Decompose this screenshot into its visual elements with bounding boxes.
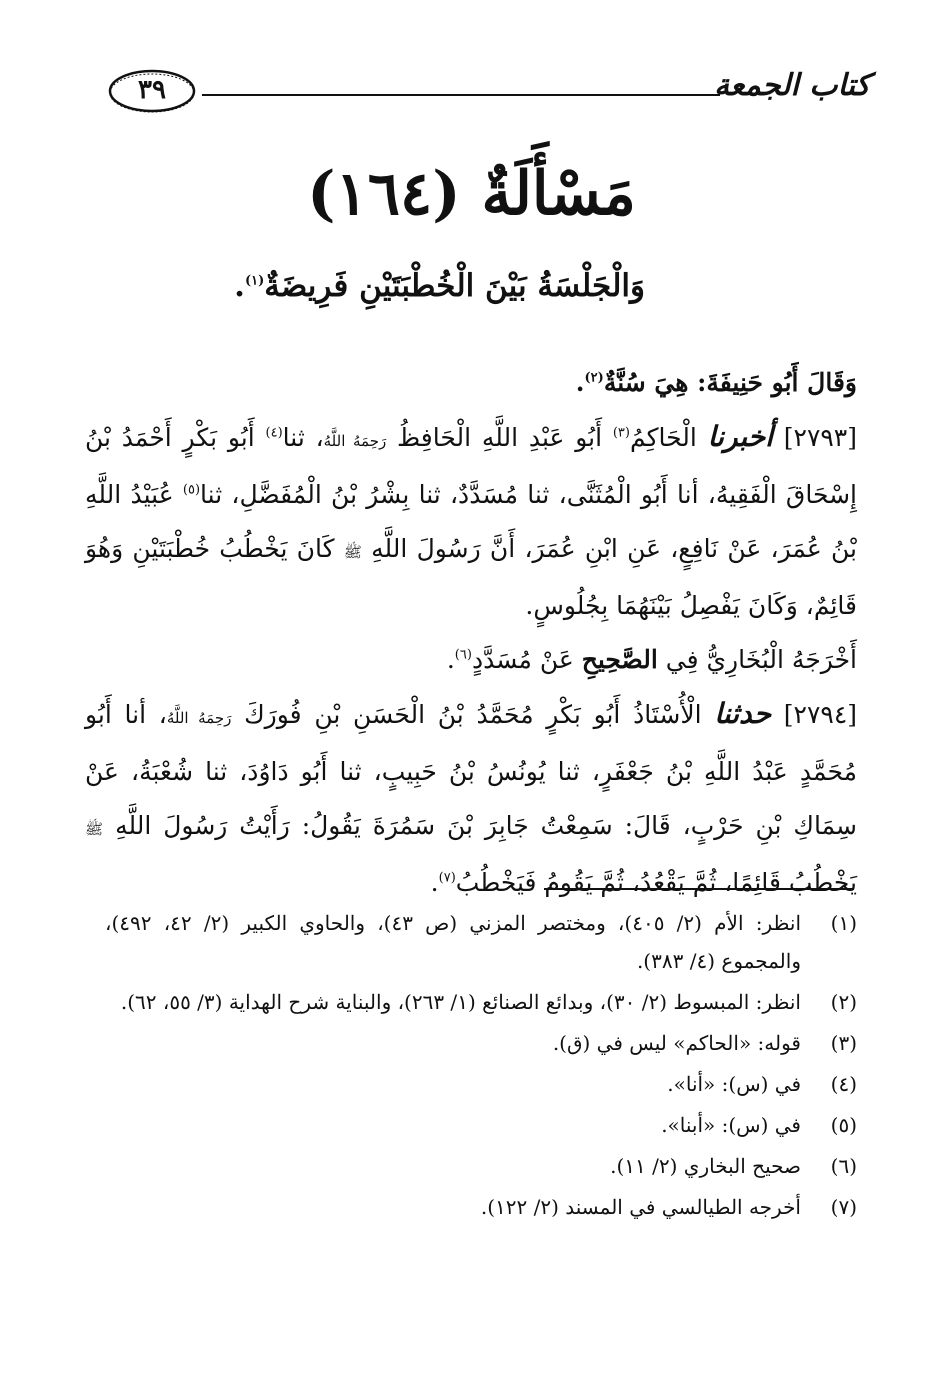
footnote-ref-2: (٢) bbox=[584, 370, 604, 386]
footnote-text: في (س): «أنا». bbox=[667, 1072, 801, 1096]
footnote-text: في (س): «أبنا». bbox=[661, 1113, 801, 1137]
body-text bbox=[85, 356, 857, 910]
hadith-2794 bbox=[85, 687, 857, 910]
footnote-number: (١) bbox=[830, 911, 857, 935]
footnote-number: (٣) bbox=[830, 1031, 857, 1055]
takhrij-text: عَنْ مُسَدَّدٍ bbox=[471, 645, 574, 674]
hadith-text: أَبُو عَبْدِ اللَّهِ الْحَافِظُ bbox=[397, 423, 603, 452]
hadith-text: ، ثنا bbox=[282, 423, 324, 452]
page-number: ٣٩ bbox=[138, 75, 166, 105]
footnote bbox=[105, 1188, 857, 1226]
footnote bbox=[105, 904, 857, 980]
footnote bbox=[105, 1065, 857, 1103]
footnote-text: قوله: «الحاكم» ليس في (ق). bbox=[552, 1031, 801, 1055]
takhrij-text: أَخْرَجَهُ الْبُخَارِيُّ فِي bbox=[665, 645, 857, 674]
hadith-number: [٢٧٩٣] bbox=[783, 423, 857, 452]
salutation-ligature: ﷺ bbox=[343, 543, 362, 561]
footnote-number: (٧) bbox=[830, 1195, 857, 1219]
footnote-number: (٢) bbox=[830, 990, 857, 1014]
hadith-text: الْحَاكِمُ bbox=[629, 423, 697, 452]
footnote-ref-5: (٥) bbox=[182, 482, 201, 498]
footnote bbox=[105, 983, 857, 1021]
abu-hanifa-paragraph bbox=[85, 356, 857, 410]
page-number-badge bbox=[108, 68, 196, 114]
hadith-text: أَبُو بَكْرٍ أَحْمَدُ بْنُ إِسْحَاقَ الْفَقِيهُ، أنا أَبُو الْمُثَنَّى، ثنا مُسَدَّدٌ، ثنا بِشْرُ بْنُ الْمُفَضَّلِ، ثنا bbox=[85, 423, 857, 509]
footnote-ref-3: (٣) bbox=[612, 425, 630, 441]
honorific: رَحِمَهُ اللَّهُ bbox=[323, 432, 387, 450]
issue-title: مَسْأَلَةٌ (١٦٤) bbox=[307, 159, 636, 229]
hadith-number: [٢٧٩٤] bbox=[783, 700, 858, 729]
footnote-text: أخرجه الطيالسي في المسند (٢/ ١٢٢). bbox=[480, 1195, 801, 1219]
footnote bbox=[105, 1106, 857, 1144]
hadith-text: عُبَيْدُ اللَّهِ بْنُ عُمَرَ، عَنْ نَافِعٍ، عَنِ ابْنِ عُمَرَ، أَنَّ رَسُولَ اللَّهِ bbox=[85, 480, 857, 563]
statement-text: وَالْجَلْسَةُ بَيْنَ الْخُطْبَتَيْنِ فَرِيضَةٌ bbox=[264, 268, 645, 304]
footnote-ref-4: (٤) bbox=[265, 425, 283, 441]
footnote-number: (٥) bbox=[830, 1113, 857, 1137]
narration-keyword: حدثنا bbox=[714, 697, 772, 730]
footnote-ref-7: (٧) bbox=[438, 870, 456, 886]
book-name: الصَّحِيحِ bbox=[581, 645, 658, 674]
narration-keyword: أخبرنا bbox=[707, 420, 773, 453]
footnote-ref-6: (٦) bbox=[454, 647, 472, 663]
hadith-2793 bbox=[85, 410, 857, 633]
honorific: رَحِمَهُ اللَّهُ bbox=[166, 709, 232, 727]
takhrij-line bbox=[85, 633, 857, 687]
takhrij-end: . bbox=[446, 645, 455, 674]
footnote bbox=[105, 1147, 857, 1185]
hadith-text: ، أنا أَبُو مُحَمَّدٍ عَبْدُ اللَّهِ بْنُ جَعْفَرٍ، ثنا يُونُسُ بْنُ حَبِيبٍ، ثنا أَبُو دَاوُدَ، ثنا شُعْبَةُ، عَنْ سِمَاكِ بْنِ حَرْبٍ، قَالَ: سَمِعْتُ جَابِرَ بْنَ سَمُرَةَ يَقُولُ: رَأَيْتُ رَسُولَ اللَّهِ bbox=[85, 700, 857, 840]
page-header bbox=[100, 62, 870, 122]
footnote-separator bbox=[544, 888, 854, 890]
footnote-number: (٦) bbox=[830, 1154, 857, 1178]
footnotes bbox=[105, 904, 857, 1229]
hadith-end: . bbox=[430, 868, 439, 897]
abu-hanifa-end: . bbox=[575, 368, 585, 397]
footnote-text: انظر: المبسوط (٢/ ٣٠)، وبدائع الصنائع (١/ ٢٦٣)، والبناية شرح الهداية (٣/ ٥٥، ٦٢). bbox=[120, 990, 801, 1014]
statement-end: . bbox=[234, 268, 245, 304]
header-rule bbox=[202, 94, 720, 96]
hadith-text: يَخْطُبُ قَائِمًا، ثُمَّ يَقْعُدُ، ثُمَّ يَقُومُ فَيَخْطُبُ bbox=[455, 868, 857, 897]
hadith-text: كَانَ يَخْطُبُ خُطْبَتَيْنِ وَهُوَ قَائِمٌ، وَكَانَ يَفْصِلُ بَيْنَهُمَا بِجُلُوسٍ. bbox=[85, 534, 857, 620]
abu-hanifa-text: وَقَالَ أَبُو حَنِيفَةَ: هِيَ سُنَّةٌ bbox=[603, 368, 857, 397]
salutation-ligature: ﷺ bbox=[85, 820, 104, 838]
footnote-text: صحيح البخاري (٢/ ١١). bbox=[610, 1154, 801, 1178]
footnote-ref-1: (١) bbox=[244, 273, 265, 289]
footnote-text: انظر: الأم (٢/ ٤٠٥)، ومختصر المزني (ص ٤٣)، والحاوي الكبير (٢/ ٤٢، ٤٩٢)، والمجموع (٤/ ٣٨٣). bbox=[105, 911, 802, 973]
book-title: كتاب الجمعة bbox=[714, 68, 870, 103]
hadith-text: الْأُسْتَاذُ أَبُو بَكْرٍ مُحَمَّدُ بْنُ الْحَسَنِ بْنِ فُورَكَ bbox=[244, 700, 702, 729]
issue-statement bbox=[80, 268, 645, 304]
footnote bbox=[105, 1024, 857, 1062]
footnote-number: (٤) bbox=[830, 1072, 857, 1096]
